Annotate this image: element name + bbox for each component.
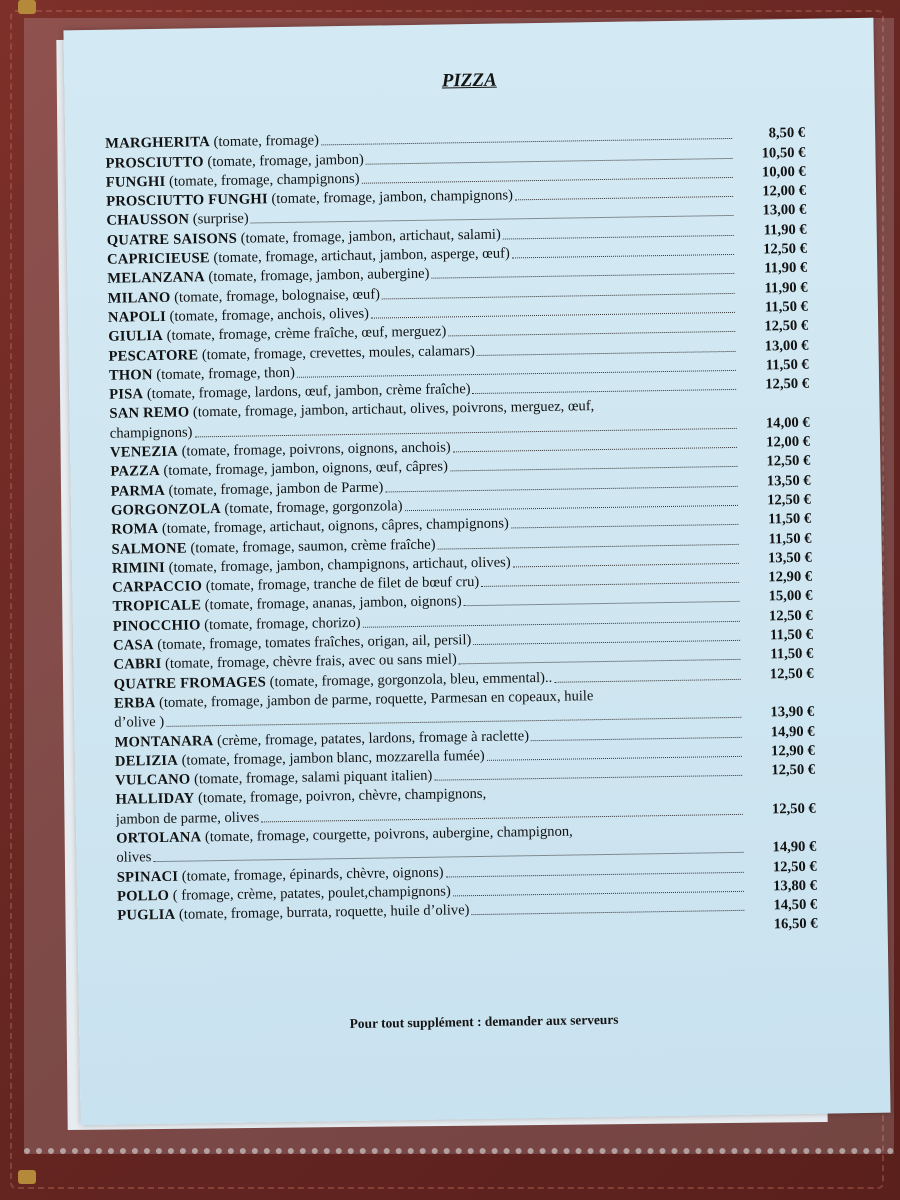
pizza-ingredients: (tomate, fromage) [209, 132, 320, 151]
pizza-price: 12,90 € [768, 568, 813, 586]
pizza-ingredients: (tomate, fromage, jambon blanc, mozzarella fumée) [177, 747, 485, 769]
pizza-name: CHAUSSON [106, 211, 190, 230]
pizza-name: CAPRICIEUSE [106, 250, 210, 268]
pizza-price: 12,50 € [769, 665, 814, 683]
dot-leader [464, 601, 740, 606]
pizza-ingredients: (tomate, fromage, salami piquant italien) [190, 767, 433, 788]
pizza-price: 12,50 € [767, 491, 812, 509]
dot-leader [453, 447, 737, 452]
pizza-ingredients: (tomate, fromage, jambon de parme, roquette, Parmesan en copeaux, huile [155, 688, 594, 711]
pizza-name: SPINACI [116, 868, 179, 886]
pizza-name: CARPACCIO [112, 578, 203, 596]
pizza-price: 12,90 € [770, 742, 815, 760]
pizza-ingredients: (tomate, fromage, artichaut, jambon, asperge, œuf) [209, 245, 510, 267]
pizza-price: 13,80 € [773, 877, 818, 895]
pizza-ingredients: (tomate, fromage, jambon, aubergine) [204, 266, 430, 286]
pizza-price: 11,90 € [764, 260, 808, 277]
pizza-price: 12,50 € [771, 761, 816, 779]
pizza-name: PARMA [110, 482, 166, 500]
pizza-price: 8,50 € [768, 125, 806, 142]
pizza-name: SALMONE [111, 540, 187, 558]
pizza-ingredients: (tomate, fromage, jambon) [203, 151, 364, 170]
pizza-price: 13,00 € [762, 202, 807, 219]
pizza-ingredients: (tomate, fromage, jambon, oignons, œuf, câpres) [159, 458, 449, 480]
pizza-list [105, 123, 818, 944]
dot-leader [477, 350, 736, 355]
pizza-price: 12,50 € [765, 375, 810, 393]
pizza-name: HALLIDAY [115, 790, 195, 809]
dot-leader [487, 756, 742, 761]
pizza-price: 11,90 € [764, 279, 808, 297]
pizza-price: 14,90 € [770, 723, 815, 740]
dot-leader [512, 254, 734, 258]
pizza-name: PINOCCHIO [112, 617, 201, 635]
pizza-price: 12,50 € [764, 318, 809, 335]
pizza-ingredients: (tomate, fromage, crème fraîche, œuf, merguez) [162, 323, 447, 345]
pizza-price: 10,50 € [761, 144, 806, 162]
pizza-ingredients: (tomate, fromage, champignons) [165, 170, 360, 190]
pizza-name: TROPICALE [112, 597, 202, 616]
pizza-price: 12,50 € [763, 240, 808, 258]
pizza-ingredients: (tomate, fromage, thon) [152, 364, 296, 383]
pizza-price: 12,50 € [772, 858, 817, 875]
pizza-name: DELIZIA [114, 752, 179, 770]
dot-leader [513, 563, 739, 568]
pizza-price: 11,50 € [764, 298, 809, 316]
pizza-name: ROMA [111, 521, 159, 538]
pizza-price: 13,50 € [766, 472, 811, 490]
pizza-name: SAN REMO [109, 404, 190, 423]
dot-leader [459, 659, 741, 664]
dot-leader [511, 524, 738, 529]
pizza-price: 12,50 € [766, 453, 811, 470]
pizza-name: THON [108, 366, 153, 384]
dot-leader [472, 910, 745, 915]
pizza-ingredients: (tomate, fromage, jambon, artichaut, olives, poivrons, merguez, œuf, [189, 398, 595, 421]
pizza-price: 12,00 € [762, 182, 807, 200]
pizza-ingredients: (tomate, fromage, artichaut, oignons, câpres, champignons) [158, 515, 509, 538]
pizza-name: PROSCIUTTO [105, 153, 204, 172]
pizza-name: MILANO [107, 289, 171, 307]
pizza-name: VULCANO [115, 771, 191, 789]
pizza-ingredients-continued: d’olive ) [114, 714, 165, 731]
pizza-ingredients: (tomate, fromage, jambon, champignons) [267, 187, 514, 208]
pizza-name: MONTANARA [114, 732, 214, 751]
pizza-ingredients: ( fromage, crème, patates, poulet,champignons) [169, 883, 451, 904]
pizza-price: 11,50 € [770, 646, 814, 663]
pizza-ingredients: (tomate, fromage, crevettes, moules, calamars) [198, 342, 476, 363]
pizza-name: PROSCIUTTO FUNGHI [106, 191, 268, 210]
pizza-ingredients: (tomate, fromage, saumon, crème fraîche) [186, 536, 436, 557]
dot-leader [515, 196, 733, 200]
pizza-ingredients: (tomate, fromage, ananas, jambon, oignons) [200, 593, 462, 614]
pizza-ingredients: (surprise) [189, 211, 249, 228]
pizza-ingredients: (tomate, fromage, chorizo) [200, 614, 361, 634]
pizza-ingredients: (tomate, fromage, jambon, champignons, artichaut, olives) [164, 554, 511, 576]
folder-corner-clip [18, 0, 36, 14]
pizza-name: FUNGHI [105, 173, 166, 191]
pizza-ingredients: (tomate, fromage, chèvre frais, avec ou sans miel) [161, 651, 457, 673]
pizza-ingredients: (tomate, fromage, jambon de Parme) [164, 479, 384, 499]
pizza-ingredients: (crème, fromage, patates, lardons, fromage à raclette) [213, 727, 530, 749]
pizza-ingredients: (tomate, fromage, gorgonzola, bleu, emmental).. [265, 669, 553, 690]
dot-leader [481, 582, 739, 587]
pizza-ingredients: (tomate, fromage, burrata, roquette, huile d’olive) [175, 902, 470, 923]
pizza-price: 11,50 € [768, 510, 812, 528]
pizza-ingredients: (tomate, fromage, courgette, poivrons, aubergine, champignon, [201, 823, 573, 846]
pizza-name: PUGLIA [117, 906, 176, 924]
pizza-ingredients: (tomate, fromage, gorgonzola) [220, 498, 403, 517]
dot-leader [473, 389, 736, 394]
pizza-ingredients: (tomate, fromage, lardons, œuf, jambon, crème fraîche) [143, 381, 471, 403]
pizza-price: 16,50 € [773, 916, 818, 933]
pizza-name: QUATRE FROMAGES [113, 673, 267, 693]
pizza-ingredients: (tomate, fromage, épinards, chèvre, oignons) [178, 864, 444, 885]
pizza-price: 11,50 € [765, 356, 809, 374]
menu-footer-note: Pour tout supplément : demander aux serveurs [349, 1011, 619, 1032]
pizza-ingredients-continued: jambon de parme, olives [115, 809, 260, 828]
pizza-price: 14,00 € [765, 414, 810, 432]
pizza-name: CABRI [113, 656, 162, 674]
pizza-name: MELANZANA [107, 269, 205, 288]
pizza-price: 13,90 € [770, 703, 815, 721]
pizza-price: 12,50 € [771, 800, 816, 818]
pizza-name: PESCATORE [108, 346, 199, 365]
pizza-price: 12,00 € [766, 433, 811, 451]
pizza-ingredients: (tomate, fromage, poivrons, oignons, anchois) [177, 439, 451, 460]
pizza-ingredients: (tomate, fromage, jambon, artichaut, salami) [236, 226, 501, 247]
pizza-price: 10,00 € [761, 163, 806, 181]
dot-leader [503, 235, 734, 240]
pizza-price: 13,00 € [764, 337, 809, 355]
pizza-ingredients: (tomate, fromage, tomates fraîches, origan, ail, persil) [153, 632, 472, 654]
pizza-ingredients: (tomate, fromage, poivron, chèvre, champignons, [194, 786, 487, 807]
pizza-name: ORTOLANA [116, 829, 202, 847]
pizza-name: QUATRE SAISONS [106, 230, 238, 249]
dot-leader [473, 640, 740, 645]
pizza-name: GORGONZOLA [110, 500, 221, 519]
pizza-name: GIULIA [108, 328, 164, 346]
pizza-name: PISA [109, 386, 144, 403]
pizza-name: PAZZA [110, 463, 160, 481]
pizza-ingredients: (tomate, fromage, anchois, olives) [165, 305, 370, 325]
pizza-price: 11,90 € [763, 221, 807, 239]
menu-page [63, 18, 890, 1126]
pizza-price: 11,50 € [769, 626, 814, 644]
menu-title: PIZZA [441, 69, 497, 92]
pizza-price: 14,50 € [773, 896, 818, 914]
pizza-name: VENEZIA [109, 443, 179, 461]
pizza-ingredients: (tomate, fromage, bolognaise, œuf) [170, 286, 381, 306]
pizza-price: 11,50 € [768, 530, 812, 547]
pizza-price: 15,00 € [768, 588, 813, 605]
dot-leader [554, 678, 740, 682]
dot-leader [531, 736, 742, 740]
pizza-price: 13,50 € [767, 549, 812, 567]
folder-corner-clip [18, 1170, 36, 1184]
pizza-ingredients-continued: champignons) [109, 424, 193, 442]
pizza-ingredients-continued: olives [116, 849, 152, 866]
pizza-ingredients: (tomate, fromage, tranche de filet de bœuf cru) [201, 574, 480, 595]
pizza-name: CASA [112, 637, 154, 654]
pizza-name: RIMINI [111, 559, 166, 577]
pizza-name: NAPOLI [107, 308, 167, 326]
pizza-name: ERBA [113, 694, 156, 712]
pizza-price: 14,90 € [772, 838, 817, 856]
pizza-name: POLLO [116, 887, 170, 905]
pizza-name: MARGHERITA [105, 134, 211, 153]
pizza-price: 12,50 € [768, 607, 813, 625]
